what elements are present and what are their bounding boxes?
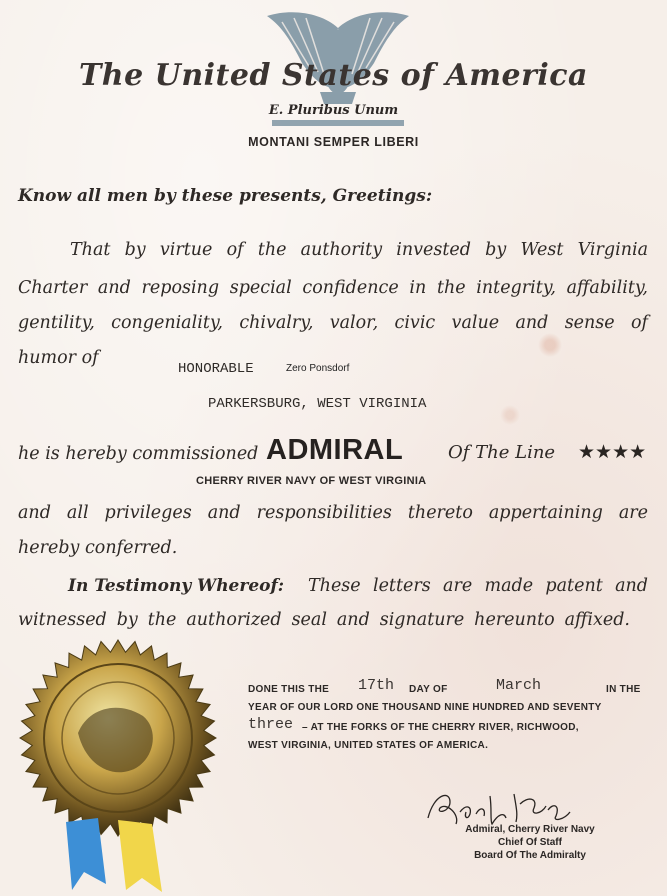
- greeting: Know all men by these presents, Greetings:: [18, 186, 433, 206]
- testimony-lead: In Testimony Whereof:: [68, 576, 285, 596]
- privileges-line-1: and all privileges and responsibilities thereto appertaining are: [18, 503, 648, 523]
- done-day: 17th: [358, 677, 395, 694]
- preamble-line-3: gentility, congeniality, chivalry, valor, civic value and sense of: [18, 313, 648, 333]
- recipient-name: Zero Ponsdorf: [286, 363, 350, 374]
- navy-name: CHERRY RIVER NAVY OF WEST VIRGINIA: [196, 475, 427, 487]
- state-motto: MONTANI SEMPER LIBERI: [248, 135, 419, 149]
- done-in-the: IN THE: [606, 684, 641, 695]
- seal-ribbon-icon: [62, 818, 172, 893]
- done-year-word: three: [248, 716, 294, 733]
- recipient-location: PARKERSBURG, WEST VIRGINIA: [208, 396, 427, 412]
- rank-admiral: ADMIRAL: [266, 434, 404, 466]
- signatory-title-2: Chief Of Staff: [498, 837, 562, 848]
- done-line-4: WEST VIRGINIA, UNITED STATES OF AMERICA.: [248, 740, 489, 751]
- commission-suffix: Of The Line: [448, 442, 556, 463]
- preamble-line-4: humor of: [18, 348, 99, 368]
- recipient-honorific: HONORABLE: [178, 361, 254, 377]
- commission-prefix: he is hereby commissioned: [18, 444, 259, 464]
- national-motto: E. Pluribus Unum: [268, 103, 399, 118]
- done-line-3: – AT THE FORKS OF THE CHERRY RIVER, RICHWOOD,: [302, 722, 579, 733]
- done-line-2: YEAR OF OUR LORD ONE THOUSAND NINE HUNDRED AND SEVENTY: [248, 702, 602, 713]
- preamble-line-2: Charter and reposing special confidence in the integrity, affability,: [18, 278, 648, 298]
- testimony-line-2: witnessed by the authorized seal and signature hereunto affixed.: [18, 610, 630, 630]
- signatory-title-1: Admiral, Cherry River Navy: [465, 824, 595, 835]
- preamble-line-1: That by virtue of the authority invested by West Virginia: [70, 240, 648, 260]
- done-month: March: [496, 677, 542, 694]
- done-prefix: DONE THIS THE: [248, 684, 330, 695]
- rank-stars: ★★★★: [578, 442, 647, 463]
- done-day-of: DAY OF: [409, 684, 448, 695]
- testimony-line-1: These letters are made patent and: [308, 576, 648, 596]
- signatory-title-3: Board Of The Admiralty: [474, 850, 586, 861]
- certificate-title: The United States of America: [78, 58, 588, 93]
- privileges-line-2: hereby conferred.: [18, 538, 178, 558]
- gold-seal-icon: [18, 638, 218, 838]
